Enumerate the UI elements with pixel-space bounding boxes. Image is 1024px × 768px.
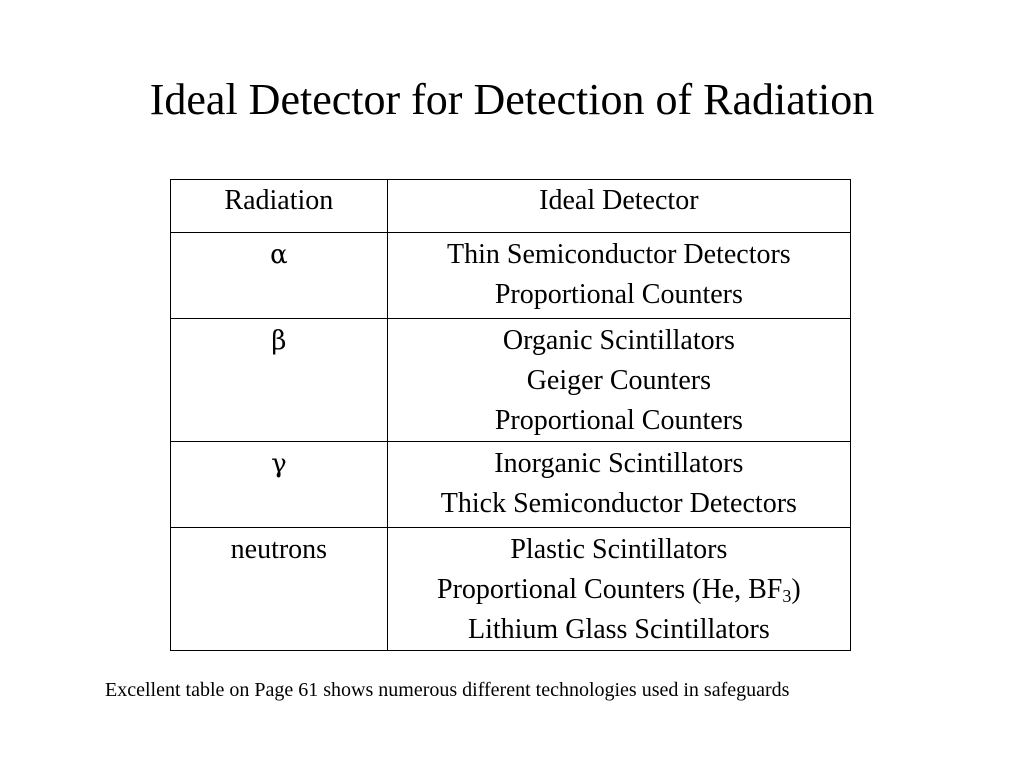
detector-item: Thin Semiconductor Detectors <box>447 239 791 270</box>
subscript-3: 3 <box>782 586 792 606</box>
slide-title: Ideal Detector for Detection of Radiation <box>149 75 875 124</box>
detector-table <box>170 179 851 651</box>
radiation-alpha: α <box>171 233 388 319</box>
table-row <box>171 442 851 528</box>
header-ideal-detector: Ideal Detector <box>387 180 850 233</box>
detector-item-bf3 <box>388 570 850 610</box>
header-radiation: Radiation <box>171 180 388 233</box>
table-row <box>171 319 851 442</box>
table-row <box>171 528 851 651</box>
detector-list-beta <box>387 319 850 442</box>
detector-item: Geiger Counters <box>526 365 711 396</box>
detector-item: Lithium Glass Scintillators <box>467 614 770 645</box>
detector-item: Proportional Counters <box>494 405 743 436</box>
footnote: Excellent table on Page 61 shows numerous different technologies used in safeguards <box>105 679 790 701</box>
detector-item: Inorganic Scintillators <box>494 448 744 479</box>
detector-list-neutrons <box>387 528 850 651</box>
detector-list-alpha <box>387 233 850 319</box>
radiation-gamma: γ <box>171 442 388 528</box>
table-row <box>171 233 851 319</box>
detector-item: Proportional Counters <box>494 279 743 310</box>
detector-item-text: Proportional Counters (He, BF <box>437 574 783 605</box>
radiation-neutrons: neutrons <box>171 528 388 651</box>
closing-paren: ) <box>791 574 801 605</box>
detector-item: Organic Scintillators <box>502 325 735 356</box>
radiation-beta: β <box>171 319 388 442</box>
table-header-row <box>171 180 851 233</box>
detector-item: Plastic Scintillators <box>510 534 728 565</box>
detector-list-gamma <box>387 442 850 528</box>
detector-item: Thick Semiconductor Detectors <box>440 488 797 519</box>
